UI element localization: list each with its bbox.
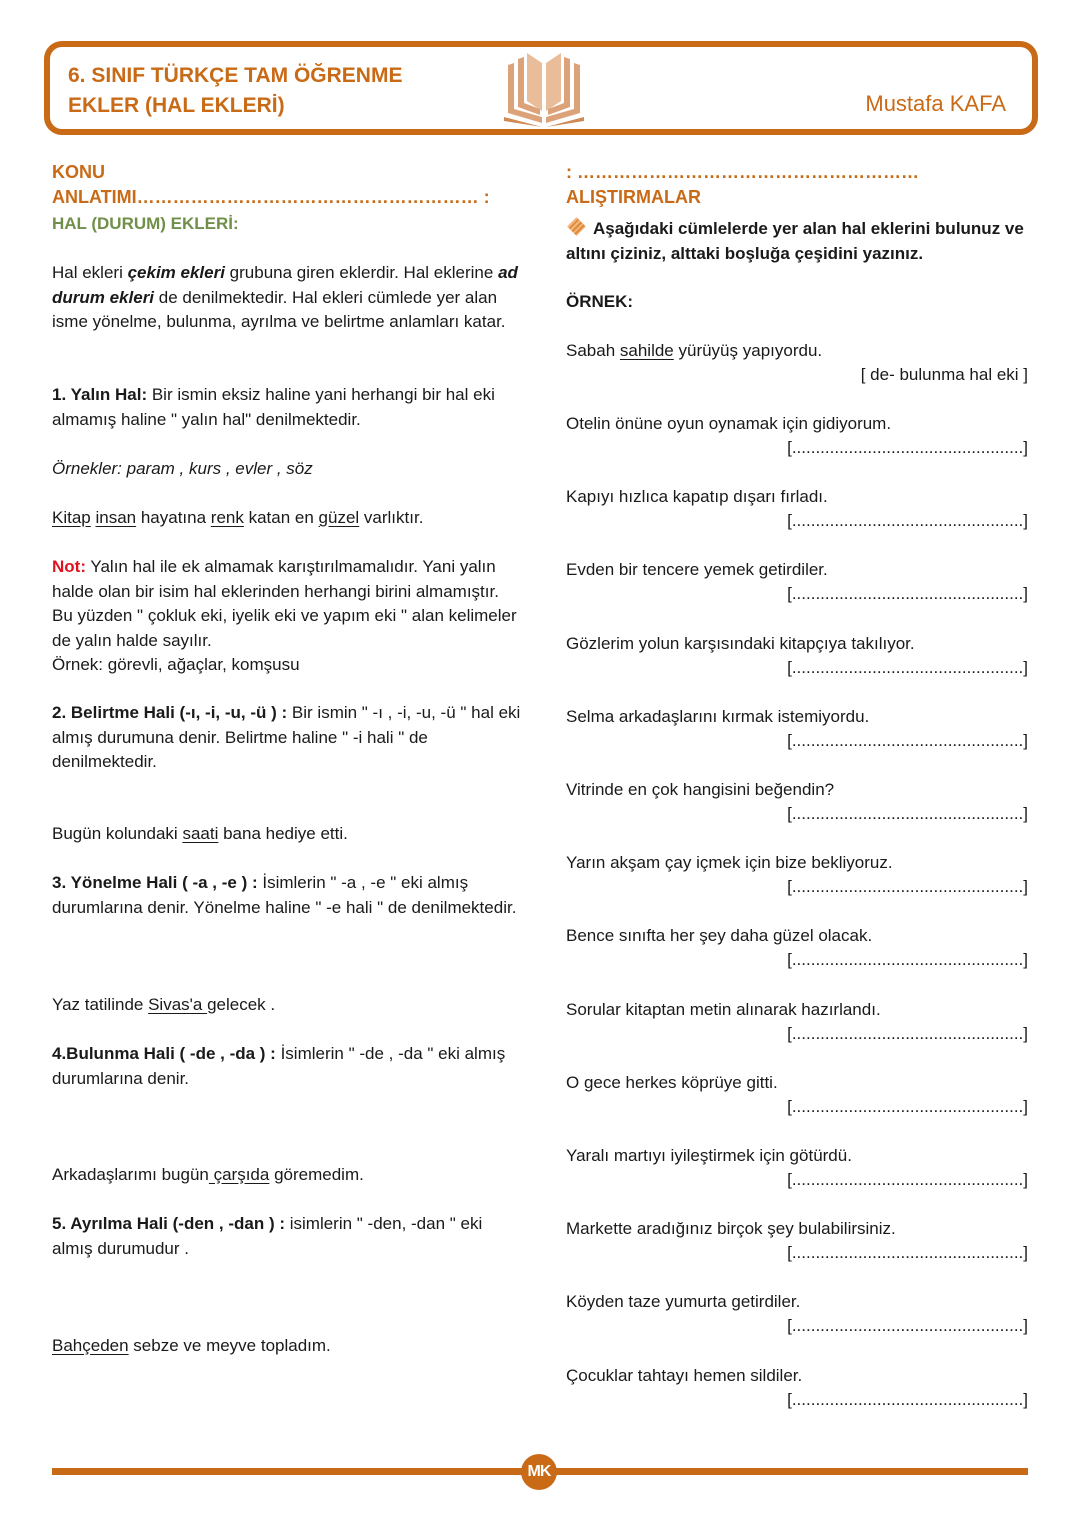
yonelme-hali-sentence	[52, 993, 522, 1018]
underlined-word: Bahçeden	[52, 1336, 129, 1355]
example-label: ÖRNEK:	[566, 292, 634, 311]
sentence-text: gelecek .	[207, 995, 276, 1014]
sentence-text: yürüyüş yapıyordu.	[673, 341, 823, 360]
sentence-text: göremedim.	[269, 1165, 364, 1184]
example-sentence	[566, 339, 822, 364]
exercise-sentence: Yaralı martıyı iyileştirmek için götürdü.	[566, 1146, 852, 1165]
exercise-sentence: Çocuklar tahtayı hemen sildiler.	[566, 1365, 803, 1385]
sentence-text: Arkadaşlarımı bugün	[52, 1165, 209, 1184]
exercise-item	[566, 778, 1028, 828]
exercise-sentence: O gece herkes köprüye gitti.	[566, 1072, 778, 1092]
exercise-sentence: Otelin önüne oyun oynamak için gidiyorum.	[566, 414, 892, 433]
exercise-item	[566, 1290, 1028, 1340]
sentence-text: Yaz tatilinde	[52, 995, 149, 1014]
answer-blank[interactable]: [.................................................]	[787, 950, 1028, 970]
answer-blank[interactable]: [.................................................]	[787, 804, 1028, 823]
yonelme-hali-heading: 3. Yönelme Hali ( -a , -e ) :	[52, 873, 258, 892]
yalin-hal-heading: 1. Yalın Hal:	[52, 385, 148, 404]
answer-blank[interactable]: [.................................................]	[787, 511, 1028, 531]
exercise-item	[566, 1364, 1028, 1414]
underlined-word: saati	[182, 824, 219, 843]
exercise-sentence: Yarın akşam çay içmek için bize bekliyoruz.	[566, 853, 893, 873]
sentence-text: Sabah	[566, 341, 620, 360]
answer-blank[interactable]: [.................................................]	[787, 584, 1028, 604]
answer-blank[interactable]: [.................................................]	[787, 1389, 1028, 1409]
ayrilma-hali-text: isimlerin " -den, -dan " eki almış durumudur .	[52, 1214, 483, 1258]
underlined-word: Sivas'a	[148, 995, 208, 1014]
answer-blank[interactable]: [.................................................]	[787, 1023, 1028, 1043]
answer-blank[interactable]: [.................................................]	[787, 1243, 1028, 1263]
note-example: Örnek: görevli, ağaçlar, komşusu	[52, 655, 300, 674]
belirtme-hali-text: Bir ismin " -ı , -i, -u, -ü " hal eki almış durumuna denir. Belirtme haline " -i hali " de denilmektedir.	[52, 703, 521, 771]
example-answer: [ de- bulunma hal eki ]	[860, 365, 1028, 384]
section-title-konu: KONU ANLATIMI………………………………………………… :	[52, 162, 490, 207]
note-paragraph	[52, 555, 522, 678]
note-text: Yalın hal ile ek almamak karıştırılmamalıdır. Yani yalın halde olan bir isim hal eklerinden herhangi birini almamıştır. Bu yüzden " çokluk eki, iyelik eki ve yapım eki " alan kelimeler de yalın halde sayılır.	[52, 557, 517, 650]
exercise-item	[566, 1144, 1028, 1194]
bulunma-hali-text: İsimlerin " -de , -da " eki almış durumlarına denir.	[52, 1044, 506, 1088]
section-title-alistirmalar: : …………………………………………………ALIŞTIRMALAR	[566, 162, 919, 207]
exercise-item	[566, 998, 1028, 1048]
intro-text: de denilmektedir. Hal ekleri cümlede yer alan isme yönelme, bulunma, ayrılma ve belirtme anlamları katar.	[52, 287, 506, 331]
ayrilma-hali-heading: 5. Ayrılma Hali (-den , -dan ) :	[52, 1214, 285, 1233]
intro-term: çekim ekleri	[127, 263, 225, 282]
exercise-sentence: Markette aradığınız birçok şey bulabilirsiniz.	[566, 1219, 896, 1239]
yalin-hal-sentence	[52, 506, 522, 531]
bulunma-hali-definition	[52, 1042, 522, 1091]
yalin-hal-examples: Örnekler: param , kurs , evler , söz	[52, 459, 313, 478]
exercise-sentence: Vitrinde en çok hangisini beğendin?	[566, 780, 835, 799]
answer-blank[interactable]: [.................................................]	[787, 1316, 1028, 1336]
exercise-item	[566, 485, 1028, 535]
exercise-item	[566, 632, 1028, 682]
underlined-word: Kitap	[52, 508, 91, 527]
example-item	[566, 339, 1028, 389]
yonelme-hali-text: İsimlerin " -a , -e " eki almış durumlarına denir. Yönelme haline " -e hali " de denilmektedir.	[52, 873, 517, 917]
subtitle-hal-ekleri: HAL (DURUM) EKLERİ:	[52, 214, 239, 233]
answer-blank[interactable]: [.................................................]	[787, 1096, 1028, 1116]
belirtme-hali-sentence	[52, 822, 522, 847]
instruction-text: Aşağıdaki cümlelerde yer alan hal eklerini bulunuz ve altını çiziniz, alttaki boşluğa çeşidini yazınız.	[566, 219, 1024, 263]
exercise-item	[566, 558, 1028, 608]
answer-blank[interactable]: [.................................................]	[787, 657, 1028, 677]
mk-logo-badge: MK	[521, 1454, 557, 1490]
ayrilma-hali-definition	[52, 1212, 522, 1261]
title-line-1: 6. SINIF TÜRKÇE TAM ÖĞRENME	[68, 64, 403, 87]
answer-blank[interactable]: [.................................................]	[787, 1170, 1028, 1189]
page-title	[68, 61, 402, 121]
exercise-sentence: Evden bir tencere yemek getirdiler.	[566, 560, 828, 580]
intro-paragraph	[52, 261, 522, 335]
yalin-hal-text: Bir ismin eksiz haline yani herhangi bir hal eki almamış haline " yalın hal" denilmektedir.	[52, 385, 495, 429]
exercise-sentence: Bence sınıfta her şey daha güzel olacak.	[566, 926, 873, 946]
ayrilma-hali-sentence	[52, 1334, 522, 1359]
exercise-sentence: Selma arkadaşlarını kırmak istemiyordu.	[566, 706, 870, 726]
intro-text: Hal ekleri	[52, 263, 128, 282]
exercise-item	[566, 851, 1028, 901]
note-label: Not:	[52, 557, 86, 576]
belirtme-hali-definition	[52, 701, 522, 775]
exercise-item	[566, 1217, 1028, 1267]
exercise-sentence: Sorular kitaptan metin alınarak hazırlandı.	[566, 999, 881, 1019]
sentence-text: Bugün kolundaki	[52, 824, 183, 843]
sentence-text: bana hediye etti.	[218, 824, 348, 843]
bulunma-hali-sentence	[52, 1163, 522, 1188]
underlined-word: insan	[95, 508, 137, 527]
yonelme-hali-definition	[52, 871, 522, 920]
sentence-text: varlıktır.	[359, 508, 424, 527]
exercise-item	[566, 705, 1028, 755]
open-book-icon	[494, 51, 594, 127]
underlined-word: renk	[210, 508, 244, 527]
underlined-word: güzel	[318, 508, 360, 527]
answer-blank[interactable]: [.................................................]	[787, 438, 1028, 457]
belirtme-hali-heading: 2. Belirtme Hali (-ı, -i, -u, -ü ) :	[52, 703, 288, 722]
intro-term: ad durum ekleri	[52, 263, 518, 307]
answer-blank[interactable]: [.................................................]	[787, 877, 1028, 897]
answer-blank[interactable]: [.................................................]	[787, 730, 1028, 750]
exercise-sentence: Gözlerim yolun karşısındaki kitapçıya takılıyor.	[566, 633, 915, 653]
exercise-instruction	[566, 217, 1028, 266]
exercise-item	[566, 924, 1028, 974]
exercise-sentence: Köyden taze yumurta getirdiler.	[566, 1292, 801, 1312]
sentence-text: hayatına	[136, 508, 211, 527]
page-header	[44, 41, 1038, 135]
title-line-2: EKLER (HAL EKLERİ)	[68, 94, 285, 117]
author-name: Mustafa KAFA	[865, 91, 1006, 116]
underlined-word: çarşıda	[208, 1165, 270, 1184]
yalin-hal-definition	[52, 383, 522, 432]
intro-text: grubuna giren eklerdir. Hal eklerine	[224, 263, 499, 282]
exercise-sentence: Kapıyı hızlıca kapatıp dışarı fırladı.	[566, 487, 828, 507]
underlined-word: sahilde	[619, 341, 674, 360]
sentence-text: katan en	[243, 508, 319, 527]
bulunma-hali-heading: 4.Bulunma Hali ( -de , -da ) :	[52, 1044, 276, 1063]
sentence-text: sebze ve meyve topladım.	[128, 1336, 331, 1355]
diamond-bullet-icon	[567, 217, 585, 235]
exercise-item	[566, 412, 1028, 462]
exercise-item	[566, 1071, 1028, 1121]
